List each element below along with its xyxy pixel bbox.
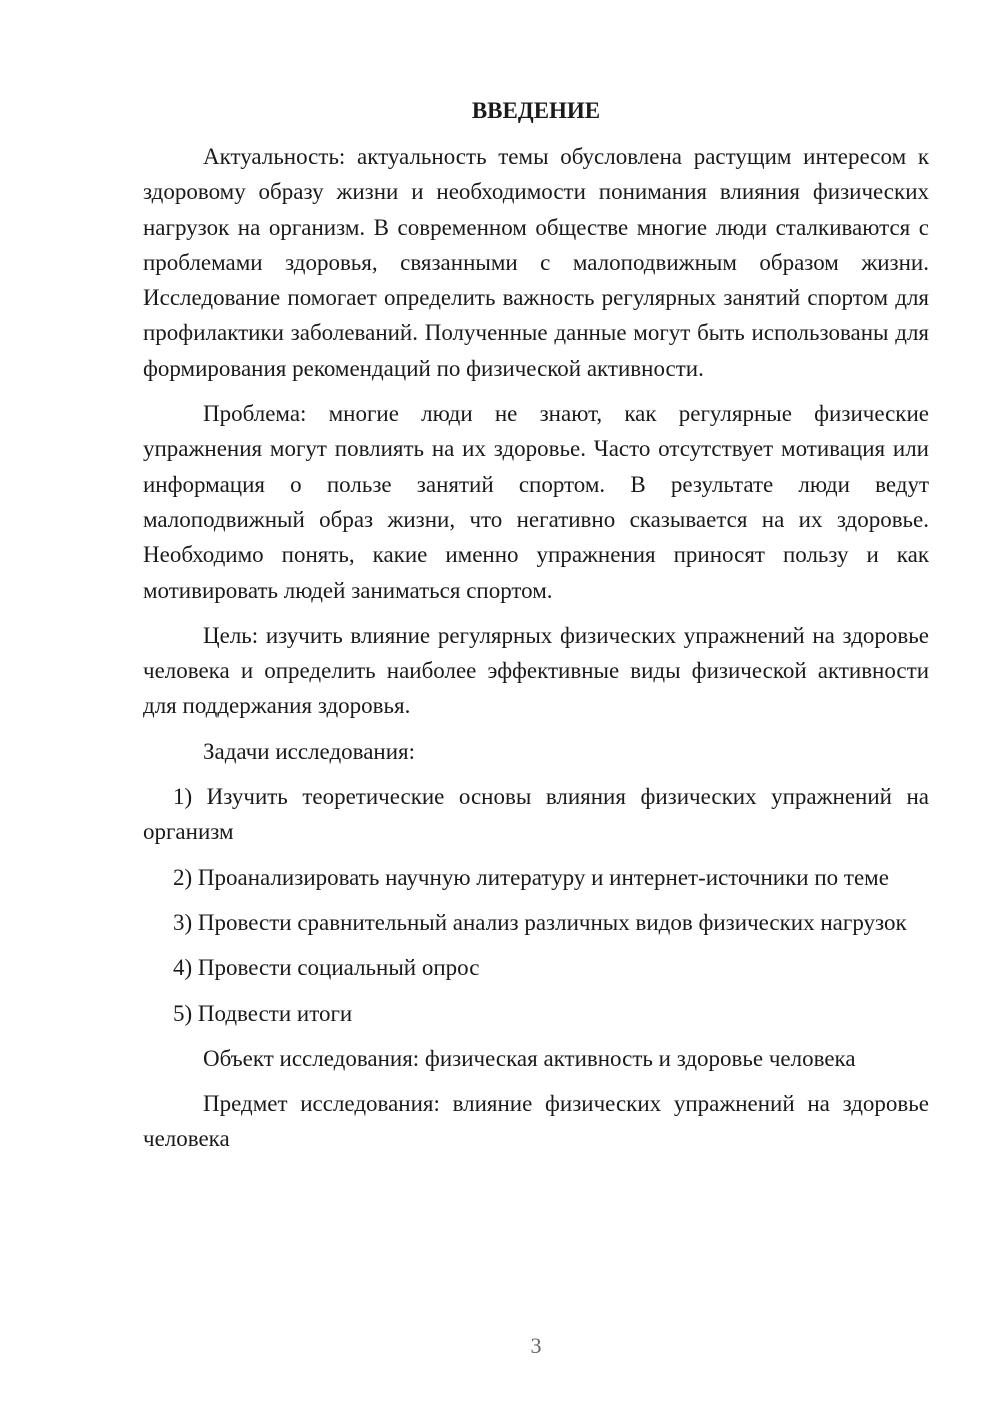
problem-paragraph: Проблема: многие люди не знают, как регулярные физические упражнения могут повлиять на их здоровье. Часто отсутствует мотивация или информация о пользе занятий спортом. В результате люди ведут малоподвижный образ жизни, что негативно сказывается на их здоровье. Необходимо понять, какие именно упражнения приносят пользу и как мотивировать людей заниматься спортом. xyxy=(143,401,929,603)
relevance-paragraph: Актуальность: актуальность темы обусловлена растущим интересом к здоровому образу жизни и необходимости понимания влияния физических нагрузок на организм. В современном обществе многие люди сталкиваются с проблемами здоровья, связанными с малоподвижным образом жизни. Исследование помогает определить важность регулярных занятий спортом для профилактики заболеваний. Полученные данные могут быть использованы для формирования рекомендаций по физической активности. xyxy=(143,144,929,381)
research-object: Объект исследования: физическая активность и здоровье человека xyxy=(203,1045,856,1071)
goal-paragraph: Цель: изучить влияние регулярных физических упражнений на здоровье человека и определить наиболее эффективные виды физической активности для поддержания здоровья. xyxy=(143,622,929,719)
tasks-heading: Задачи исследования: xyxy=(203,738,416,764)
section-title: ВВЕДЕНИЕ xyxy=(471,98,601,123)
task-item: 2) Проанализировать научную литературу и интернет-источники по теме xyxy=(173,864,889,890)
page-body xyxy=(143,95,929,1167)
page-number: 3 xyxy=(530,1333,542,1358)
task-item: 3) Провести сравнительный анализ различных видов физических нагрузок xyxy=(173,909,907,935)
research-subject: Предмет исследования: влияние физических упражнений на здоровье человека xyxy=(143,1091,929,1152)
task-item: 4) Провести социальный опрос xyxy=(173,955,480,981)
task-item: 1) Изучить теоретические основы влияния физических упражнений на организм xyxy=(143,784,929,845)
task-item: 5) Подвести итоги xyxy=(173,1000,353,1026)
